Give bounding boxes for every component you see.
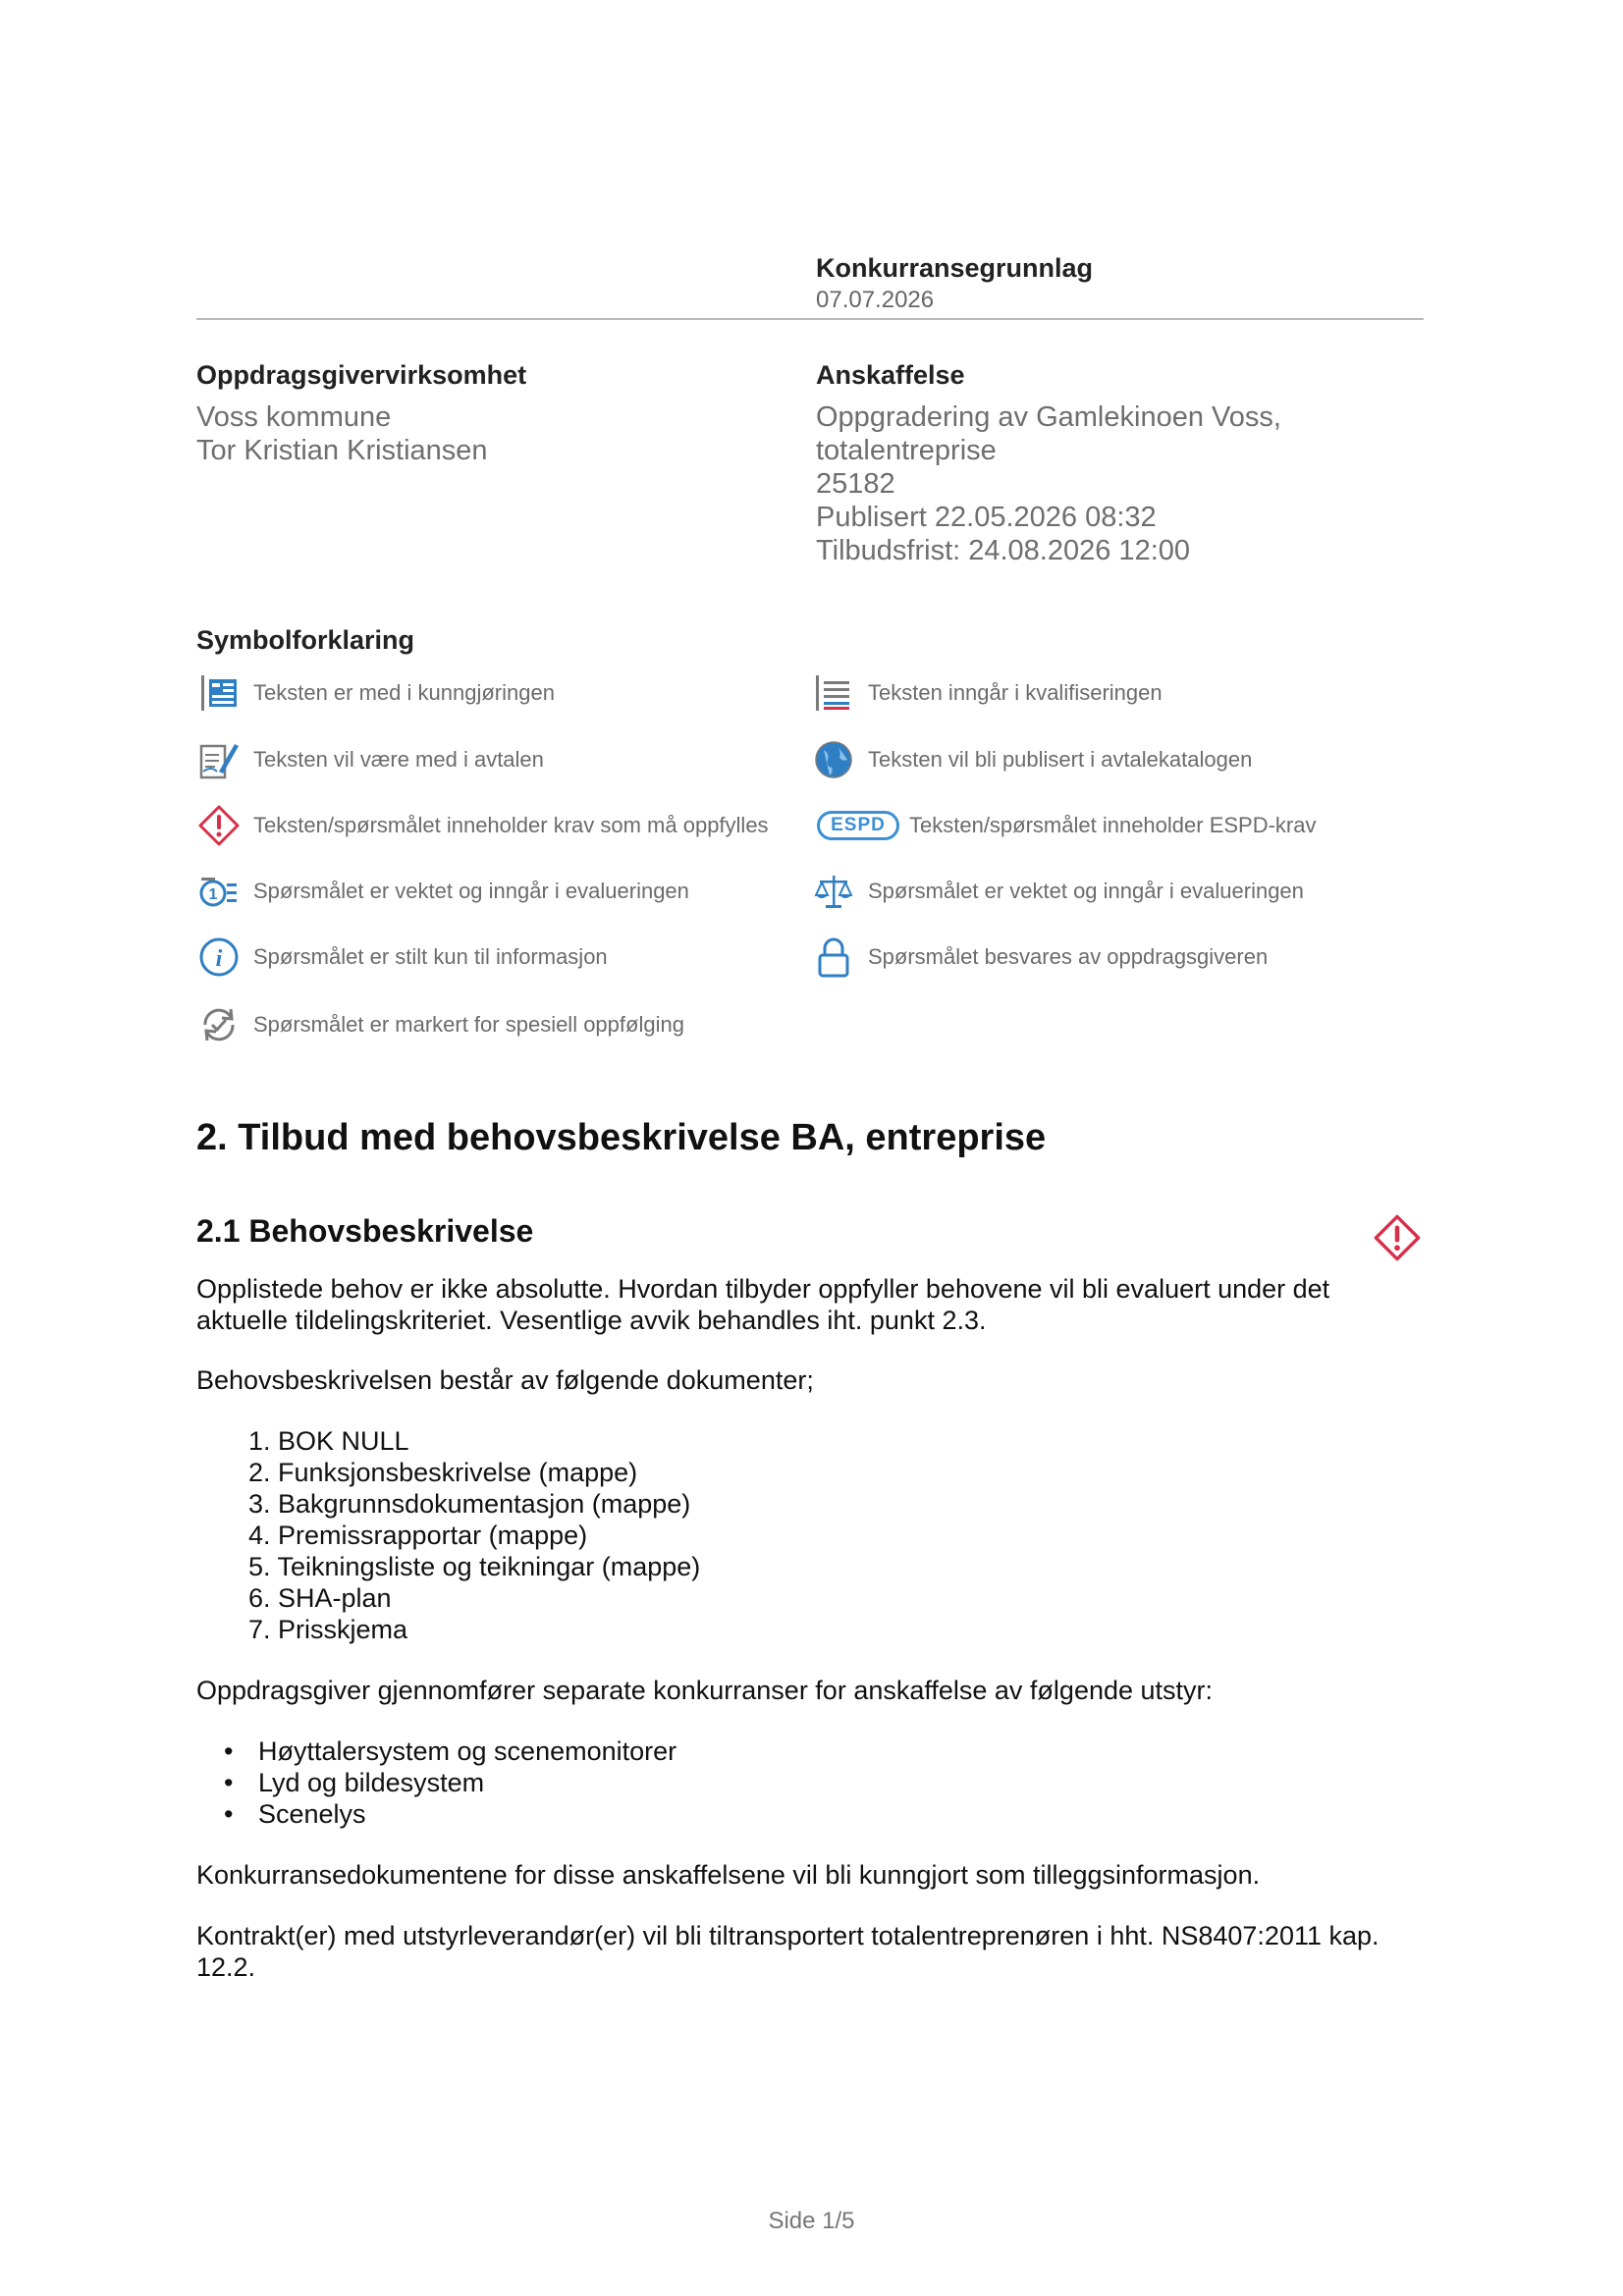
legend-item <box>811 934 1268 981</box>
procurement-published: Publisert 22.05.2026 08:32 <box>816 502 1157 533</box>
legend-heading: Symbolforklaring <box>196 625 415 655</box>
procurement-name-line2: totalentreprise <box>816 435 997 466</box>
legend-text: Teksten/spørsmålet inneholder krav som må oppfylles <box>253 813 769 837</box>
list-item: • Lyd og bildesystem <box>224 1768 485 1797</box>
legend-text: Teksten er med i kunngjøringen <box>253 680 555 705</box>
list-item: 7. Prisskjema <box>248 1615 408 1644</box>
list-item: 6. SHA-plan <box>248 1583 392 1613</box>
paragraph: Kontrakt(er) med utstyrleverandør(er) vil bli tiltransportert totalentreprenøren i hht. NS8407:2011 kap. 12.2. <box>196 1921 1380 1982</box>
legend-item <box>811 669 1163 717</box>
legend-item <box>196 669 555 717</box>
globe-icon <box>811 737 856 782</box>
legend-text: Teksten vil bli publisert i avtalekatalogen <box>868 747 1253 772</box>
legend-text: Teksten vil være med i avtalen <box>253 747 544 772</box>
legend-item <box>196 934 608 981</box>
legend-text: Spørsmålet er vektet og inngår i evalueringen <box>253 879 689 903</box>
client-contact: Tor Kristian Kristiansen <box>196 435 488 466</box>
procurement-id: 25182 <box>816 468 895 500</box>
espd-badge: ESPD <box>817 811 899 840</box>
header-divider <box>196 318 1424 320</box>
section-title: 2. Tilbud med behovsbeskrivelse BA, entreprise <box>196 1117 1047 1158</box>
legend-item <box>196 736 544 783</box>
list-item: • Høyttalersystem og scenemonitorer <box>224 1736 677 1766</box>
followup-icon <box>196 1002 242 1047</box>
contract-icon <box>196 737 242 782</box>
list-item: 3. Bakgrunnsdokumentasjon (mappe) <box>248 1489 691 1519</box>
scales-icon <box>811 869 856 914</box>
list-item: 2. Funksjonsbeskrivelse (mappe) <box>248 1458 638 1487</box>
document-date: 07.07.2026 <box>816 287 935 313</box>
client-name: Voss kommune <box>196 401 392 433</box>
svg-text:1: 1 <box>208 886 218 903</box>
list-item: 4. Premissrapportar (mappe) <box>248 1521 588 1550</box>
paragraph: Behovsbeskrivelsen består av følgende dokumenter; <box>196 1365 814 1395</box>
legend-item <box>196 1001 684 1048</box>
equipment-list <box>224 1735 676 1830</box>
legend-item <box>811 868 1304 915</box>
list-item: 5. Teikningsliste og teikningar (mappe) <box>248 1552 701 1581</box>
legend-text: Teksten inngår i kvalifiseringen <box>868 680 1163 705</box>
legend-text: Spørsmålet er markert for spesiell oppfølging <box>253 1012 684 1037</box>
legend-text: Spørsmålet er stilt kun til informasjon <box>253 944 608 969</box>
legend-item <box>196 868 689 915</box>
legend-item <box>817 802 1317 849</box>
paragraph: Konkurransedokumentene for disse anskaffelsene vil bli kunngjort som tilleggsinformasjon. <box>196 1860 1261 1890</box>
procurement-info <box>816 400 1281 567</box>
info-icon <box>196 934 242 980</box>
client-heading: Oppdragsgivervirksomhet <box>196 360 527 390</box>
qualification-icon <box>811 670 856 716</box>
list-item: • Scenelys <box>224 1799 366 1829</box>
document-list <box>248 1425 700 1645</box>
warning-diamond-icon <box>1373 1213 1422 1262</box>
weighted-list-icon <box>196 869 242 914</box>
page-number: Side 1/5 <box>768 2208 855 2234</box>
procurement-heading: Anskaffelse <box>816 360 965 390</box>
subsection-title: 2.1 Behovsbeskrivelse <box>196 1213 534 1249</box>
paragraph: Oppdragsgiver gjennomfører separate konkurranser for anskaffelse av følgende utstyr: <box>196 1676 1214 1705</box>
lock-icon <box>811 934 856 980</box>
warning-diamond-icon <box>196 803 242 848</box>
client-info <box>196 400 488 467</box>
document-title: Konkurransegrunnlag <box>816 253 1094 283</box>
list-item: 1. BOK NULL <box>248 1426 409 1456</box>
procurement-deadline: Tilbudsfrist: 24.08.2026 12:00 <box>816 535 1191 566</box>
announcement-icon <box>196 670 242 716</box>
legend-item <box>196 802 769 849</box>
paragraph: Opplistede behov er ikke absolutte. Hvordan tilbyder oppfyller behovene vil bli evaluert under det aktuelle tildelingskriteriet. Vesentlige avvik behandles iht. punkt 2.3. <box>196 1274 1330 1335</box>
legend-text: Spørsmålet er vektet og inngår i evalueringen <box>868 879 1304 903</box>
legend-item <box>811 736 1252 783</box>
procurement-name-line1: Oppgradering av Gamlekinoen Voss, <box>816 401 1281 433</box>
legend-text: Spørsmålet besvares av oppdragsgiveren <box>868 944 1269 969</box>
svg-text:i: i <box>215 946 223 972</box>
legend-text: Teksten/spørsmålet inneholder ESPD-krav <box>909 813 1317 837</box>
